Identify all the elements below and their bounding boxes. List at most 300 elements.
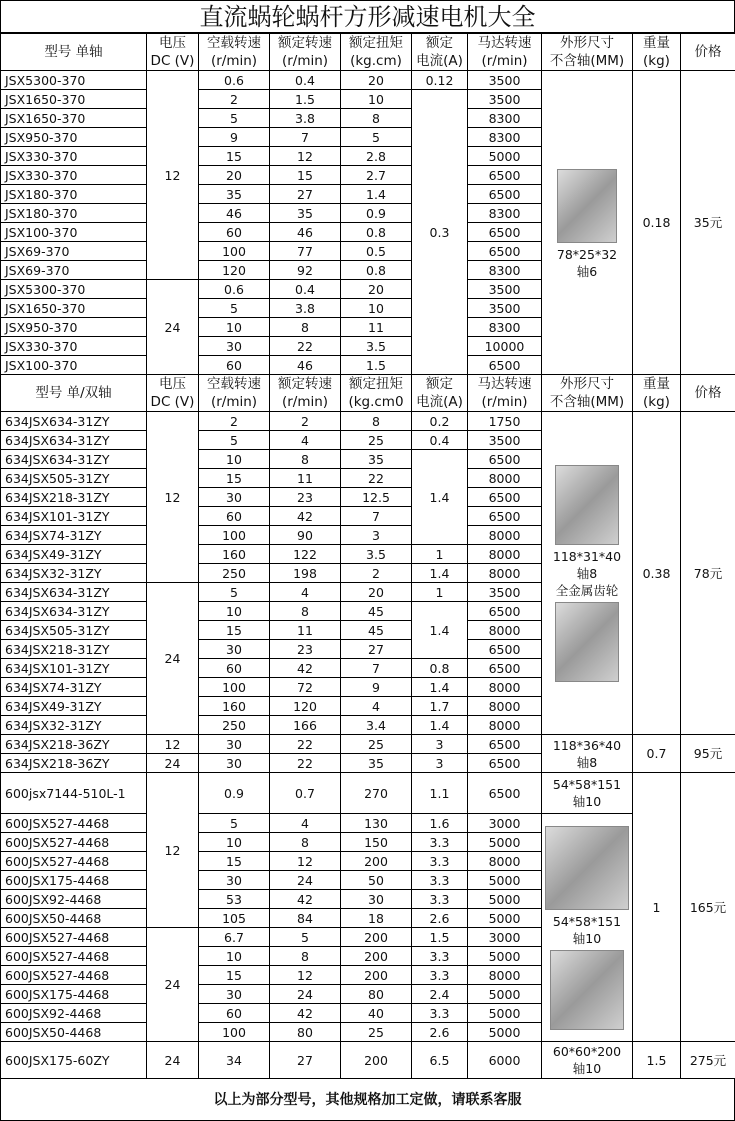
model-cell: JSX69-370 bbox=[1, 261, 147, 280]
table-cell: 11 bbox=[270, 469, 341, 488]
header-torque bbox=[341, 34, 412, 71]
model-cell: 634JSX634-31ZY bbox=[1, 431, 147, 450]
cell-line: 轴10 bbox=[573, 1061, 601, 1076]
table-cell: 0.9 bbox=[341, 204, 412, 223]
table-cell: 3.3 bbox=[412, 947, 468, 966]
table-cell: 6500 bbox=[468, 735, 542, 754]
cell-line: (r/min) bbox=[282, 394, 328, 410]
table-cell: 11 bbox=[341, 318, 412, 337]
table-cell: 30 bbox=[199, 985, 270, 1004]
header-noload bbox=[199, 375, 270, 412]
table-cell: 3.3 bbox=[412, 833, 468, 852]
table-cell: 120 bbox=[199, 261, 270, 280]
voltage-cell: 24 bbox=[147, 583, 199, 735]
table-cell: 250 bbox=[199, 716, 270, 735]
table-cell: 30 bbox=[199, 871, 270, 890]
table-cell: 5 bbox=[270, 928, 341, 947]
cell-line: DC (V) bbox=[151, 53, 195, 69]
table-cell: 60 bbox=[199, 356, 270, 375]
table-cell: 42 bbox=[270, 1004, 341, 1023]
header-price: 价格 bbox=[681, 375, 735, 412]
table-cell: 0.8 bbox=[341, 223, 412, 242]
table-cell: 45 bbox=[341, 621, 412, 640]
cell-line: 电流(A) bbox=[416, 394, 463, 410]
table-cell: 25 bbox=[341, 1023, 412, 1042]
table-cell: 6.5 bbox=[412, 1042, 468, 1079]
table-cell: 90 bbox=[270, 526, 341, 545]
table-cell: 3.3 bbox=[412, 966, 468, 985]
table-cell: 6500 bbox=[468, 507, 542, 526]
table-cell: 50 bbox=[341, 871, 412, 890]
table-cell: 3500 bbox=[468, 299, 542, 318]
header-price: 价格 bbox=[681, 34, 735, 71]
cell-line: 轴10 bbox=[573, 794, 601, 809]
table-cell: 8300 bbox=[468, 109, 542, 128]
motor-spec-table bbox=[0, 33, 735, 1079]
header-motor bbox=[468, 375, 542, 412]
voltage-cell: 12 bbox=[147, 71, 199, 280]
table-cell: 8000 bbox=[468, 966, 542, 985]
table-cell: 11 bbox=[270, 621, 341, 640]
cell-line: 轴6 bbox=[577, 264, 597, 279]
table-cell: 1.6 bbox=[412, 814, 468, 833]
motor-photo bbox=[555, 602, 619, 682]
model-cell: 600JSX175-4468 bbox=[1, 871, 147, 890]
cell-line: 电压 bbox=[159, 35, 186, 51]
table-cell: 20 bbox=[199, 166, 270, 185]
table-cell: 6500 bbox=[468, 356, 542, 375]
table-cell: 3500 bbox=[468, 280, 542, 299]
current-cell: 0.4 bbox=[412, 431, 468, 450]
table-cell: 20 bbox=[341, 583, 412, 602]
cell-line: 54*58*151 bbox=[553, 777, 621, 792]
table-cell: 24 bbox=[147, 754, 199, 773]
cell-line: 重量 bbox=[643, 35, 670, 51]
header-motor bbox=[468, 34, 542, 71]
table-cell: 4 bbox=[341, 697, 412, 716]
table-cell: 22 bbox=[270, 337, 341, 356]
table-cell: 60 bbox=[199, 659, 270, 678]
table-cell: 3 bbox=[341, 526, 412, 545]
table-cell: 3.5 bbox=[341, 337, 412, 356]
table-cell: 3.3 bbox=[412, 852, 468, 871]
table-cell: 0.5 bbox=[341, 242, 412, 261]
model-cell: 634JSX49-31ZY bbox=[1, 697, 147, 716]
table-cell: 42 bbox=[270, 890, 341, 909]
table-cell: 12 bbox=[270, 966, 341, 985]
size-cell bbox=[542, 814, 633, 1042]
table-cell: 6500 bbox=[468, 223, 542, 242]
model-cell: JSX950-370 bbox=[1, 318, 147, 337]
header-rated_speed bbox=[270, 375, 341, 412]
table-cell: 5 bbox=[341, 128, 412, 147]
table-cell: 77 bbox=[270, 242, 341, 261]
table-cell: 2.6 bbox=[412, 909, 468, 928]
table-cell: 10 bbox=[199, 450, 270, 469]
table-cell: 15 bbox=[199, 966, 270, 985]
table-cell: 42 bbox=[270, 507, 341, 526]
header-weight bbox=[633, 34, 681, 71]
cell-line: 轴10 bbox=[573, 931, 601, 946]
table-cell: 5000 bbox=[468, 909, 542, 928]
table-cell: 0.4 bbox=[270, 71, 341, 90]
model-cell: 634JSX634-31ZY bbox=[1, 450, 147, 469]
table-cell: 23 bbox=[270, 488, 341, 507]
table-cell: 2.7 bbox=[341, 166, 412, 185]
table-cell: 2.6 bbox=[412, 1023, 468, 1042]
table-cell: 100 bbox=[199, 1023, 270, 1042]
cell-line: 额定转速 bbox=[278, 376, 332, 392]
table-cell: 3 bbox=[412, 754, 468, 773]
model-cell: 634JSX32-31ZY bbox=[1, 716, 147, 735]
cell-line: 额定扭矩 bbox=[349, 35, 403, 51]
table-cell: 3.3 bbox=[412, 871, 468, 890]
cell-line: (r/min) bbox=[211, 394, 257, 410]
table-cell: 24 bbox=[147, 1042, 199, 1079]
model-cell: 600JSX175-4468 bbox=[1, 985, 147, 1004]
table-cell: 35 bbox=[270, 204, 341, 223]
table-cell: 8300 bbox=[468, 204, 542, 223]
table-cell: 23 bbox=[270, 640, 341, 659]
cell-line: 外形尺寸 bbox=[560, 35, 614, 51]
current-cell: 1.4 bbox=[412, 450, 468, 545]
header-weight bbox=[633, 375, 681, 412]
table-cell: 22 bbox=[270, 735, 341, 754]
model-cell: 634JSX634-31ZY bbox=[1, 412, 147, 431]
motor-photo bbox=[545, 826, 629, 910]
table-cell: 8300 bbox=[468, 128, 542, 147]
table-cell: 15 bbox=[199, 469, 270, 488]
header-rated_speed bbox=[270, 34, 341, 71]
price-cell: 78元 bbox=[681, 412, 735, 735]
table-cell: 5000 bbox=[468, 871, 542, 890]
table-cell: 250 bbox=[199, 564, 270, 583]
table-cell: 80 bbox=[341, 985, 412, 1004]
table-cell: 3.3 bbox=[412, 1004, 468, 1023]
table-cell: 30 bbox=[341, 890, 412, 909]
model-cell: 600JSX527-4468 bbox=[1, 852, 147, 871]
table-cell: 100 bbox=[199, 526, 270, 545]
table-cell: 3500 bbox=[468, 90, 542, 109]
model-cell: 634JSX101-31ZY bbox=[1, 507, 147, 526]
table-cell: 10 bbox=[199, 318, 270, 337]
model-cell: 634JSX218-31ZY bbox=[1, 488, 147, 507]
table-cell: 1.4 bbox=[341, 185, 412, 204]
table-cell: 8000 bbox=[468, 621, 542, 640]
table-cell: 160 bbox=[199, 545, 270, 564]
table-cell: 0.9 bbox=[199, 773, 270, 814]
voltage-cell: 12 bbox=[147, 773, 199, 928]
table-cell: 105 bbox=[199, 909, 270, 928]
table-cell: 8300 bbox=[468, 261, 542, 280]
table-cell: 166 bbox=[270, 716, 341, 735]
size-cell bbox=[542, 71, 633, 375]
table-cell: 27 bbox=[270, 185, 341, 204]
model-cell: 600JSX527-4468 bbox=[1, 814, 147, 833]
header-noload bbox=[199, 34, 270, 71]
table-cell: 20 bbox=[341, 71, 412, 90]
footer-note: 以上为部分型号，其他规格加工定做，请联系客服 bbox=[0, 1079, 735, 1121]
table-cell: 8 bbox=[270, 318, 341, 337]
current-cell: 1.7 bbox=[412, 697, 468, 716]
table-cell: 8000 bbox=[468, 545, 542, 564]
cell-line: 额定转速 bbox=[278, 35, 332, 51]
current-cell: 1.4 bbox=[412, 602, 468, 659]
table-cell: 6500 bbox=[468, 773, 542, 814]
table-cell: 53 bbox=[199, 890, 270, 909]
table-cell: 3000 bbox=[468, 928, 542, 947]
cell-line: 额定扭矩 bbox=[349, 376, 403, 392]
table-cell: 12 bbox=[147, 735, 199, 754]
table-cell: 60 bbox=[199, 1004, 270, 1023]
table-cell: 150 bbox=[341, 833, 412, 852]
table-cell: 0.4 bbox=[270, 280, 341, 299]
model-cell: 634JSX218-36ZY bbox=[1, 735, 147, 754]
model-cell: 600JSX92-4468 bbox=[1, 1004, 147, 1023]
table-cell: 5000 bbox=[468, 985, 542, 1004]
table-cell: 6500 bbox=[468, 602, 542, 621]
model-cell: 600JSX50-4468 bbox=[1, 1023, 147, 1042]
cell-line: 马达转速 bbox=[478, 35, 532, 51]
table-cell: 30 bbox=[199, 754, 270, 773]
table-cell: 270 bbox=[341, 773, 412, 814]
table-cell: 5000 bbox=[468, 947, 542, 966]
table-cell: 1750 bbox=[468, 412, 542, 431]
table-cell: 35 bbox=[341, 450, 412, 469]
table-cell: 45 bbox=[341, 602, 412, 621]
motor-photo bbox=[550, 950, 624, 1030]
table-cell: 8000 bbox=[468, 469, 542, 488]
table-cell: 46 bbox=[270, 356, 341, 375]
table-cell: 0.6 bbox=[199, 71, 270, 90]
table-cell: 8000 bbox=[468, 564, 542, 583]
table-cell: 1.5 bbox=[341, 356, 412, 375]
cell-line: 电压 bbox=[159, 376, 186, 392]
table-cell: 4 bbox=[270, 814, 341, 833]
cell-line: 54*58*151 bbox=[553, 914, 621, 929]
header-torque bbox=[341, 375, 412, 412]
model-cell: JSX180-370 bbox=[1, 204, 147, 223]
model-cell: 634JSX634-31ZY bbox=[1, 602, 147, 621]
model-cell: JSX1650-370 bbox=[1, 90, 147, 109]
table-cell: 18 bbox=[341, 909, 412, 928]
table-cell: 1.5 bbox=[270, 90, 341, 109]
table-cell: 72 bbox=[270, 678, 341, 697]
cell-line: (kg.cm) bbox=[350, 53, 402, 69]
cell-line: 轴8 bbox=[577, 566, 597, 581]
table-cell: 200 bbox=[341, 947, 412, 966]
model-cell: 600jsx7144-510L-1 bbox=[1, 773, 147, 814]
cell-line: (r/min) bbox=[282, 53, 328, 69]
cell-line: 全金属齿轮 bbox=[556, 583, 619, 598]
table-cell: 8000 bbox=[468, 852, 542, 871]
table-cell: 200 bbox=[341, 1042, 412, 1079]
cell-line: 不含轴(MM) bbox=[550, 53, 624, 69]
weight-cell: 0.18 bbox=[633, 71, 681, 375]
model-cell: 600JSX175-60ZY bbox=[1, 1042, 147, 1079]
table-cell: 7 bbox=[270, 128, 341, 147]
price-cell: 165元 bbox=[681, 773, 735, 1042]
table-cell: 7 bbox=[341, 659, 412, 678]
table-cell: 8000 bbox=[468, 697, 542, 716]
table-cell: 5 bbox=[199, 109, 270, 128]
voltage-cell: 24 bbox=[147, 280, 199, 375]
table-cell: 200 bbox=[341, 966, 412, 985]
model-cell: 600JSX50-4468 bbox=[1, 909, 147, 928]
weight-cell: 0.38 bbox=[633, 412, 681, 735]
table-cell: 5 bbox=[199, 431, 270, 450]
model-cell: 634JSX218-36ZY bbox=[1, 754, 147, 773]
weight-cell: 0.7 bbox=[633, 735, 681, 773]
table-cell: 8 bbox=[341, 412, 412, 431]
table-cell: 6500 bbox=[468, 166, 542, 185]
table-cell: 8 bbox=[270, 602, 341, 621]
table-cell: 30 bbox=[199, 735, 270, 754]
table-cell: 27 bbox=[341, 640, 412, 659]
cell-line: 不含轴(MM) bbox=[550, 394, 624, 410]
model-cell: 600JSX527-4468 bbox=[1, 833, 147, 852]
table-cell: 120 bbox=[270, 697, 341, 716]
table-cell: 4 bbox=[270, 583, 341, 602]
table-cell: 4 bbox=[270, 431, 341, 450]
table-cell: 22 bbox=[270, 754, 341, 773]
cell-line: 118*31*40 bbox=[553, 549, 621, 564]
table-cell: 10000 bbox=[468, 337, 542, 356]
table-cell: 1.1 bbox=[412, 773, 468, 814]
table-cell: 3.8 bbox=[270, 109, 341, 128]
header-size bbox=[542, 375, 633, 412]
table-cell: 2 bbox=[270, 412, 341, 431]
cell-line: (kg) bbox=[643, 53, 670, 69]
size-cell bbox=[542, 735, 633, 773]
table-cell: 40 bbox=[341, 1004, 412, 1023]
price-cell: 35元 bbox=[681, 71, 735, 375]
table-cell: 8 bbox=[270, 450, 341, 469]
table-cell: 3.8 bbox=[270, 299, 341, 318]
size-cell bbox=[542, 773, 633, 814]
table-cell: 160 bbox=[199, 697, 270, 716]
weight-cell: 1 bbox=[633, 773, 681, 1042]
model-cell: 600JSX527-4468 bbox=[1, 928, 147, 947]
table-cell: 9 bbox=[341, 678, 412, 697]
page-title: 直流蜗轮蜗杆方形减速电机大全 bbox=[0, 0, 735, 33]
table-cell: 3.4 bbox=[341, 716, 412, 735]
cell-line: (r/min) bbox=[211, 53, 257, 69]
table-cell: 8000 bbox=[468, 526, 542, 545]
current-cell: 0.2 bbox=[412, 412, 468, 431]
cell-line: 118*36*40 bbox=[553, 738, 621, 753]
table-cell: 100 bbox=[199, 678, 270, 697]
table-cell: 5000 bbox=[468, 833, 542, 852]
table-cell: 10 bbox=[341, 90, 412, 109]
table-cell: 30 bbox=[199, 640, 270, 659]
table-cell: 46 bbox=[270, 223, 341, 242]
cell-line: 78*25*32 bbox=[557, 247, 617, 262]
current-cell: 0.3 bbox=[412, 90, 468, 375]
table-cell: 5 bbox=[199, 299, 270, 318]
table-cell: 5000 bbox=[468, 890, 542, 909]
table-cell: 122 bbox=[270, 545, 341, 564]
table-cell: 5 bbox=[199, 814, 270, 833]
table-cell: 15 bbox=[199, 852, 270, 871]
model-cell: JSX1650-370 bbox=[1, 109, 147, 128]
cell-line: 轴8 bbox=[577, 755, 597, 770]
table-cell: 200 bbox=[341, 852, 412, 871]
table-cell: 25 bbox=[341, 735, 412, 754]
header-size bbox=[542, 34, 633, 71]
table-cell: 8 bbox=[270, 833, 341, 852]
table-cell: 27 bbox=[270, 1042, 341, 1079]
motor-photo bbox=[555, 465, 619, 545]
voltage-cell: 12 bbox=[147, 412, 199, 583]
table-cell: 6500 bbox=[468, 450, 542, 469]
header-voltage bbox=[147, 375, 199, 412]
table-cell: 200 bbox=[341, 928, 412, 947]
table-cell: 6500 bbox=[468, 185, 542, 204]
table-cell: 3500 bbox=[468, 431, 542, 450]
table-cell: 3.3 bbox=[412, 890, 468, 909]
model-cell: JSX5300-370 bbox=[1, 280, 147, 299]
cell-line: (kg.cm0 bbox=[348, 394, 403, 410]
model-cell: JSX69-370 bbox=[1, 242, 147, 261]
table-cell: 60 bbox=[199, 507, 270, 526]
model-cell: JSX5300-370 bbox=[1, 71, 147, 90]
cell-line: 额定 bbox=[426, 35, 453, 51]
table-cell: 8 bbox=[270, 947, 341, 966]
table-cell: 8000 bbox=[468, 716, 542, 735]
table-cell: 2.8 bbox=[341, 147, 412, 166]
model-cell: 634JSX634-31ZY bbox=[1, 583, 147, 602]
current-cell: 1 bbox=[412, 545, 468, 564]
table-cell: 0.6 bbox=[199, 280, 270, 299]
header-model: 型号 单/双轴 bbox=[1, 375, 147, 412]
table-cell: 5 bbox=[199, 583, 270, 602]
table-cell: 5000 bbox=[468, 1023, 542, 1042]
size-cell bbox=[542, 412, 633, 735]
table-cell: 8 bbox=[341, 109, 412, 128]
table-cell: 12 bbox=[270, 147, 341, 166]
table-cell: 22 bbox=[341, 469, 412, 488]
cell-line: 额定 bbox=[426, 376, 453, 392]
model-cell: 634JSX49-31ZY bbox=[1, 545, 147, 564]
model-cell: 600JSX92-4468 bbox=[1, 890, 147, 909]
table-cell: 12.5 bbox=[341, 488, 412, 507]
voltage-cell: 24 bbox=[147, 928, 199, 1042]
current-cell: 0.12 bbox=[412, 71, 468, 90]
table-cell: 2 bbox=[199, 90, 270, 109]
cell-line: (r/min) bbox=[481, 53, 527, 69]
table-cell: 3.5 bbox=[341, 545, 412, 564]
cell-line: 外形尺寸 bbox=[560, 376, 614, 392]
model-cell: 600JSX527-4468 bbox=[1, 947, 147, 966]
model-cell: 634JSX505-31ZY bbox=[1, 621, 147, 640]
table-cell: 15 bbox=[270, 166, 341, 185]
table-cell: 0.7 bbox=[270, 773, 341, 814]
cell-line: DC (V) bbox=[151, 394, 195, 410]
model-cell: JSX100-370 bbox=[1, 223, 147, 242]
cell-line: 空载转速 bbox=[207, 35, 261, 51]
table-cell: 35 bbox=[341, 754, 412, 773]
cell-line: 60*60*200 bbox=[553, 1044, 621, 1059]
model-cell: 634JSX32-31ZY bbox=[1, 564, 147, 583]
table-cell: 3500 bbox=[468, 583, 542, 602]
table-cell: 3 bbox=[412, 735, 468, 754]
header-model: 型号 单轴 bbox=[1, 34, 147, 71]
model-cell: 634JSX218-31ZY bbox=[1, 640, 147, 659]
model-cell: JSX180-370 bbox=[1, 185, 147, 204]
model-cell: 600JSX527-4468 bbox=[1, 966, 147, 985]
current-cell: 1.4 bbox=[412, 564, 468, 583]
